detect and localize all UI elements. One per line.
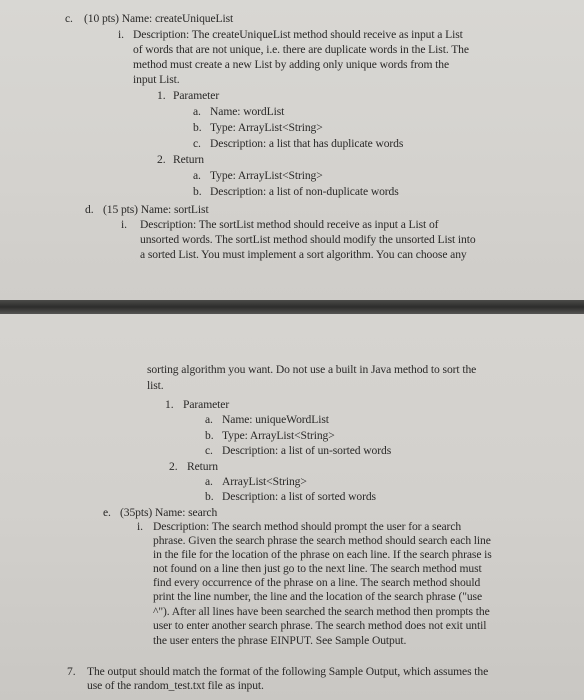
item-e-desc-line: user to enter another search phrase. The search method does not exit until [153, 619, 487, 632]
item-c-desc-line: method must create a new List by adding only unique words from the [133, 58, 450, 71]
d-param-item-marker: b. [205, 429, 214, 442]
item-e-desc-line: Description: The search method should prompt the user for a search [153, 520, 462, 533]
item-7-line: The output should match the format of the following Sample Output, which assumes the [87, 665, 489, 678]
d-param-item-marker: a. [205, 413, 213, 426]
item-e-desc-line: print the line number, the line and the location of the search phrase ("use [153, 590, 483, 603]
item-e-desc-line: phrase. Given the search phrase the search method should search each line [153, 534, 491, 547]
c-param-item-text: Type: ArrayList<String> [210, 121, 323, 134]
item-d-desc-line: a sorted List. You must implement a sort algorithm. You can choose any [140, 248, 467, 261]
d-return-marker: 2. [169, 460, 178, 473]
item-d-heading: (15 pts) Name: sortList [103, 203, 209, 216]
item-c-desc-line: of words that are not unique, i.e. there are duplicate words in the List. The [133, 43, 469, 56]
item-e-desc-line: ^"). After all lines have been searched the search method then prompts the [153, 605, 490, 618]
d-param-item-text: Name: uniqueWordList [222, 413, 329, 426]
d-param-marker: 1. [165, 398, 174, 411]
c-param-item-marker: c. [193, 137, 201, 150]
d-param-item-marker: c. [205, 444, 213, 457]
item-e-i-marker: i. [137, 520, 143, 533]
d-return-item-text: ArrayList<String> [222, 475, 307, 488]
document-page-top [0, 0, 584, 300]
item-e-desc-line: in the file for the location of the phrase on each line. If the search phrase is [153, 548, 492, 561]
d-param-item-text: Type: ArrayList<String> [222, 429, 335, 442]
item-d-desc-line: unsorted words. The sortList method should modify the unsorted List into [140, 233, 476, 246]
d-param-label: Parameter [183, 398, 230, 411]
c-param-item-text: Description: a list that has duplicate words [210, 137, 404, 150]
c-param-item-marker: b. [193, 121, 202, 134]
d-return-item-marker: a. [205, 475, 213, 488]
d-return-item-marker: b. [205, 490, 214, 503]
item-c-i-marker: i. [118, 28, 124, 41]
c-return-marker: 2. [157, 153, 166, 166]
item-7-line: use of the random_test.txt file as input. [87, 679, 264, 692]
c-return-item-text: Type: ArrayList<String> [210, 169, 323, 182]
item-e-marker: e. [103, 506, 111, 519]
item-d-desc-cont-line: sorting algorithm you want. Do not use a built in Java method to sort the [147, 363, 477, 376]
document-page-bottom [0, 314, 584, 700]
item-c-heading: (10 pts) Name: createUniqueList [84, 12, 234, 25]
item-d-i-marker: i. [121, 218, 127, 231]
c-return-item-marker: a. [193, 169, 201, 182]
item-c-desc-line: input List. [133, 73, 180, 86]
item-d-marker: d. [85, 203, 94, 216]
item-e-desc-line: not found on a line then just go to the next line. The search method must [153, 562, 482, 575]
item-e-desc-line: the user enters the phrase EINPUT. See Sample Output. [153, 634, 407, 647]
item-e-desc-line: find every occurrence of the phrase on a line. The search method should [153, 576, 481, 589]
item-d-desc-cont-line: list. [147, 379, 164, 392]
d-return-item-text: Description: a list of sorted words [222, 490, 376, 503]
item-e-heading: (35pts) Name: search [120, 506, 218, 519]
item-c-desc-line: Description: The createUniqueList method should receive as input a List [133, 28, 463, 41]
c-return-item-text: Description: a list of non-duplicate words [210, 185, 399, 198]
item-c-marker: c. [65, 12, 73, 25]
c-param-marker: 1. [157, 89, 166, 102]
item-d-desc-line: Description: The sortList method should receive as input a List of [140, 218, 439, 231]
d-return-label: Return [187, 460, 218, 473]
c-param-item-text: Name: wordList [210, 105, 285, 118]
item-7-marker: 7. [67, 665, 76, 678]
c-return-item-marker: b. [193, 185, 202, 198]
c-param-item-marker: a. [193, 105, 201, 118]
c-param-label: Parameter [173, 89, 220, 102]
d-param-item-text: Description: a list of un-sorted words [222, 444, 392, 457]
c-return-label: Return [173, 153, 204, 166]
page-divider [0, 300, 584, 314]
